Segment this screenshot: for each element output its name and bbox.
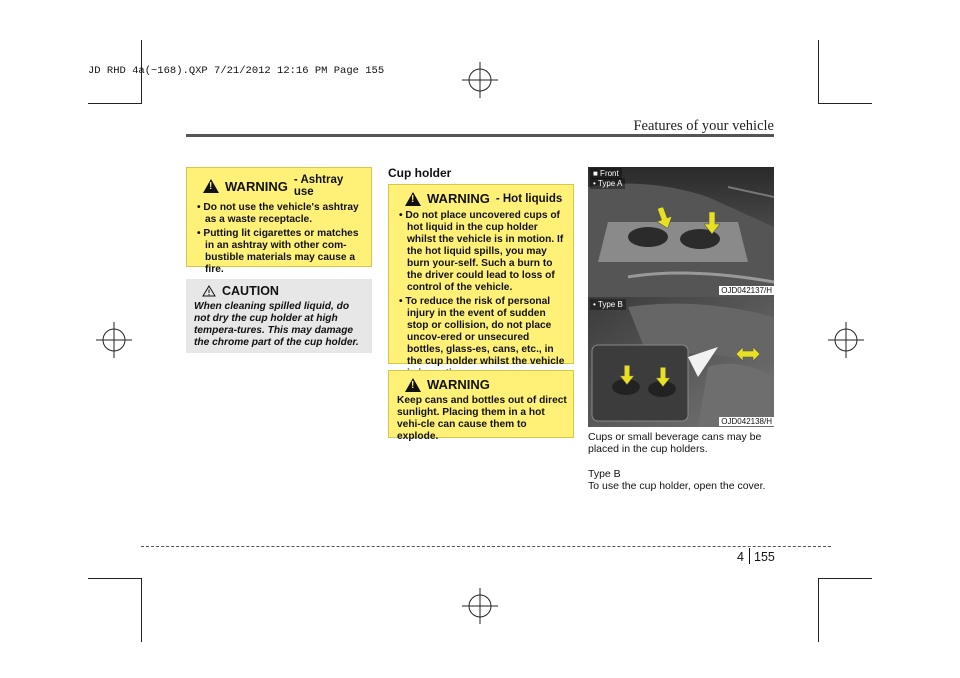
arrow-down-icon [656,207,672,229]
double-arrow-icon [736,347,760,361]
arrow-down-icon [620,365,634,385]
warning-bottles-text: Keep cans and bottles out of direct sunlight. Placing them in a hot vehi-cle can cause them to explode. [397,395,567,442]
caution-label: CAUTION [222,284,279,298]
body-paragraph: Cups or small beverage cans may be placed in the cup holders. [588,431,762,455]
photo-label-type-b: • Type B [590,299,626,310]
running-head: Features of your vehicle [633,118,774,134]
warning-bottles-box [388,370,574,442]
list-item: • Putting lit cigarettes or matches in an ashtray with other com-bustible materials may cause a fire. [195,228,365,276]
warning-ashtray-title [195,174,365,198]
arrow-down-icon [656,367,670,387]
section-title: Cup holder [388,166,452,180]
registration-mark-icon [462,62,498,98]
crop-mark [88,103,142,104]
print-slug: JD RHD 4a(~168).QXP 7/21/2012 12:16 PM Page 155 [88,65,385,77]
warning-bottles-title [397,377,567,392]
registration-mark-icon [96,322,132,358]
warning-ashtray-list [195,202,365,276]
photo-type-a [588,167,774,297]
warning-triangle-icon [405,192,421,206]
photo-code: OJD042138/H [721,417,772,426]
page-number-divider [749,548,750,564]
warning-ashtray-box [186,167,372,275]
crop-mark [88,578,142,579]
caution-triangle-icon [202,285,216,297]
crop-mark [818,40,819,104]
photo-code: OJD042137/H [721,286,772,295]
arrow-down-icon [704,212,720,234]
crop-mark [818,578,872,579]
crop-mark [818,103,872,104]
header-rule [186,134,774,137]
registration-mark-icon [828,322,864,358]
warning-label: WARNING [225,178,288,194]
chapter-number: 4 [737,550,744,564]
warning-subtitle: - Ashtray use [293,174,344,198]
photo-label-type-a: • Type A [590,178,625,189]
cup-holder-illustration-b [588,297,774,427]
caution-box [186,279,372,353]
crop-mark [141,578,142,642]
photo-label-front: ■ Front [590,168,622,179]
page-number: 155 [754,550,775,564]
warning-label: WARNING [427,191,490,206]
warning-label: WARNING [427,377,490,392]
warning-subtitle: - Hot liquids [495,192,563,205]
warning-hot-liquids-box [388,184,574,367]
warning-triangle-icon [203,179,219,193]
body-subheading: Type B [588,468,621,480]
body-paragraph: To use the cup holder, open the cover. [588,480,766,492]
caution-text: When cleaning spilled liquid, do not dry the cup holder at high tempera-tures. This may damage the chrome part of the cup holder. [194,301,359,348]
footer-rule [141,546,831,547]
list-item: • Do not use the vehicle's ashtray as a waste receptacle. [195,202,365,226]
warning-triangle-icon [405,378,421,392]
registration-mark-icon [462,588,498,624]
photo-type-b [588,297,774,427]
list-item: • Do not place uncovered cups of hot liquid in the cup holder whilst the vehicle is in motion. If the hot liquid spills, you may burn your-self. Such a burn to the driver could lead to loss of control of the vehicle. [397,210,567,294]
crop-mark [818,578,819,642]
warning-hot-title [397,191,567,206]
list-item: • To reduce the risk of personal injury in the event of sudden stop or collision, do not place uncov-ered or unsecured bottles, glass-es, cans, etc., in the cup holder whilst the vehicle [397,296,567,380]
warning-hot-list [397,210,567,380]
caution-title [194,284,366,298]
